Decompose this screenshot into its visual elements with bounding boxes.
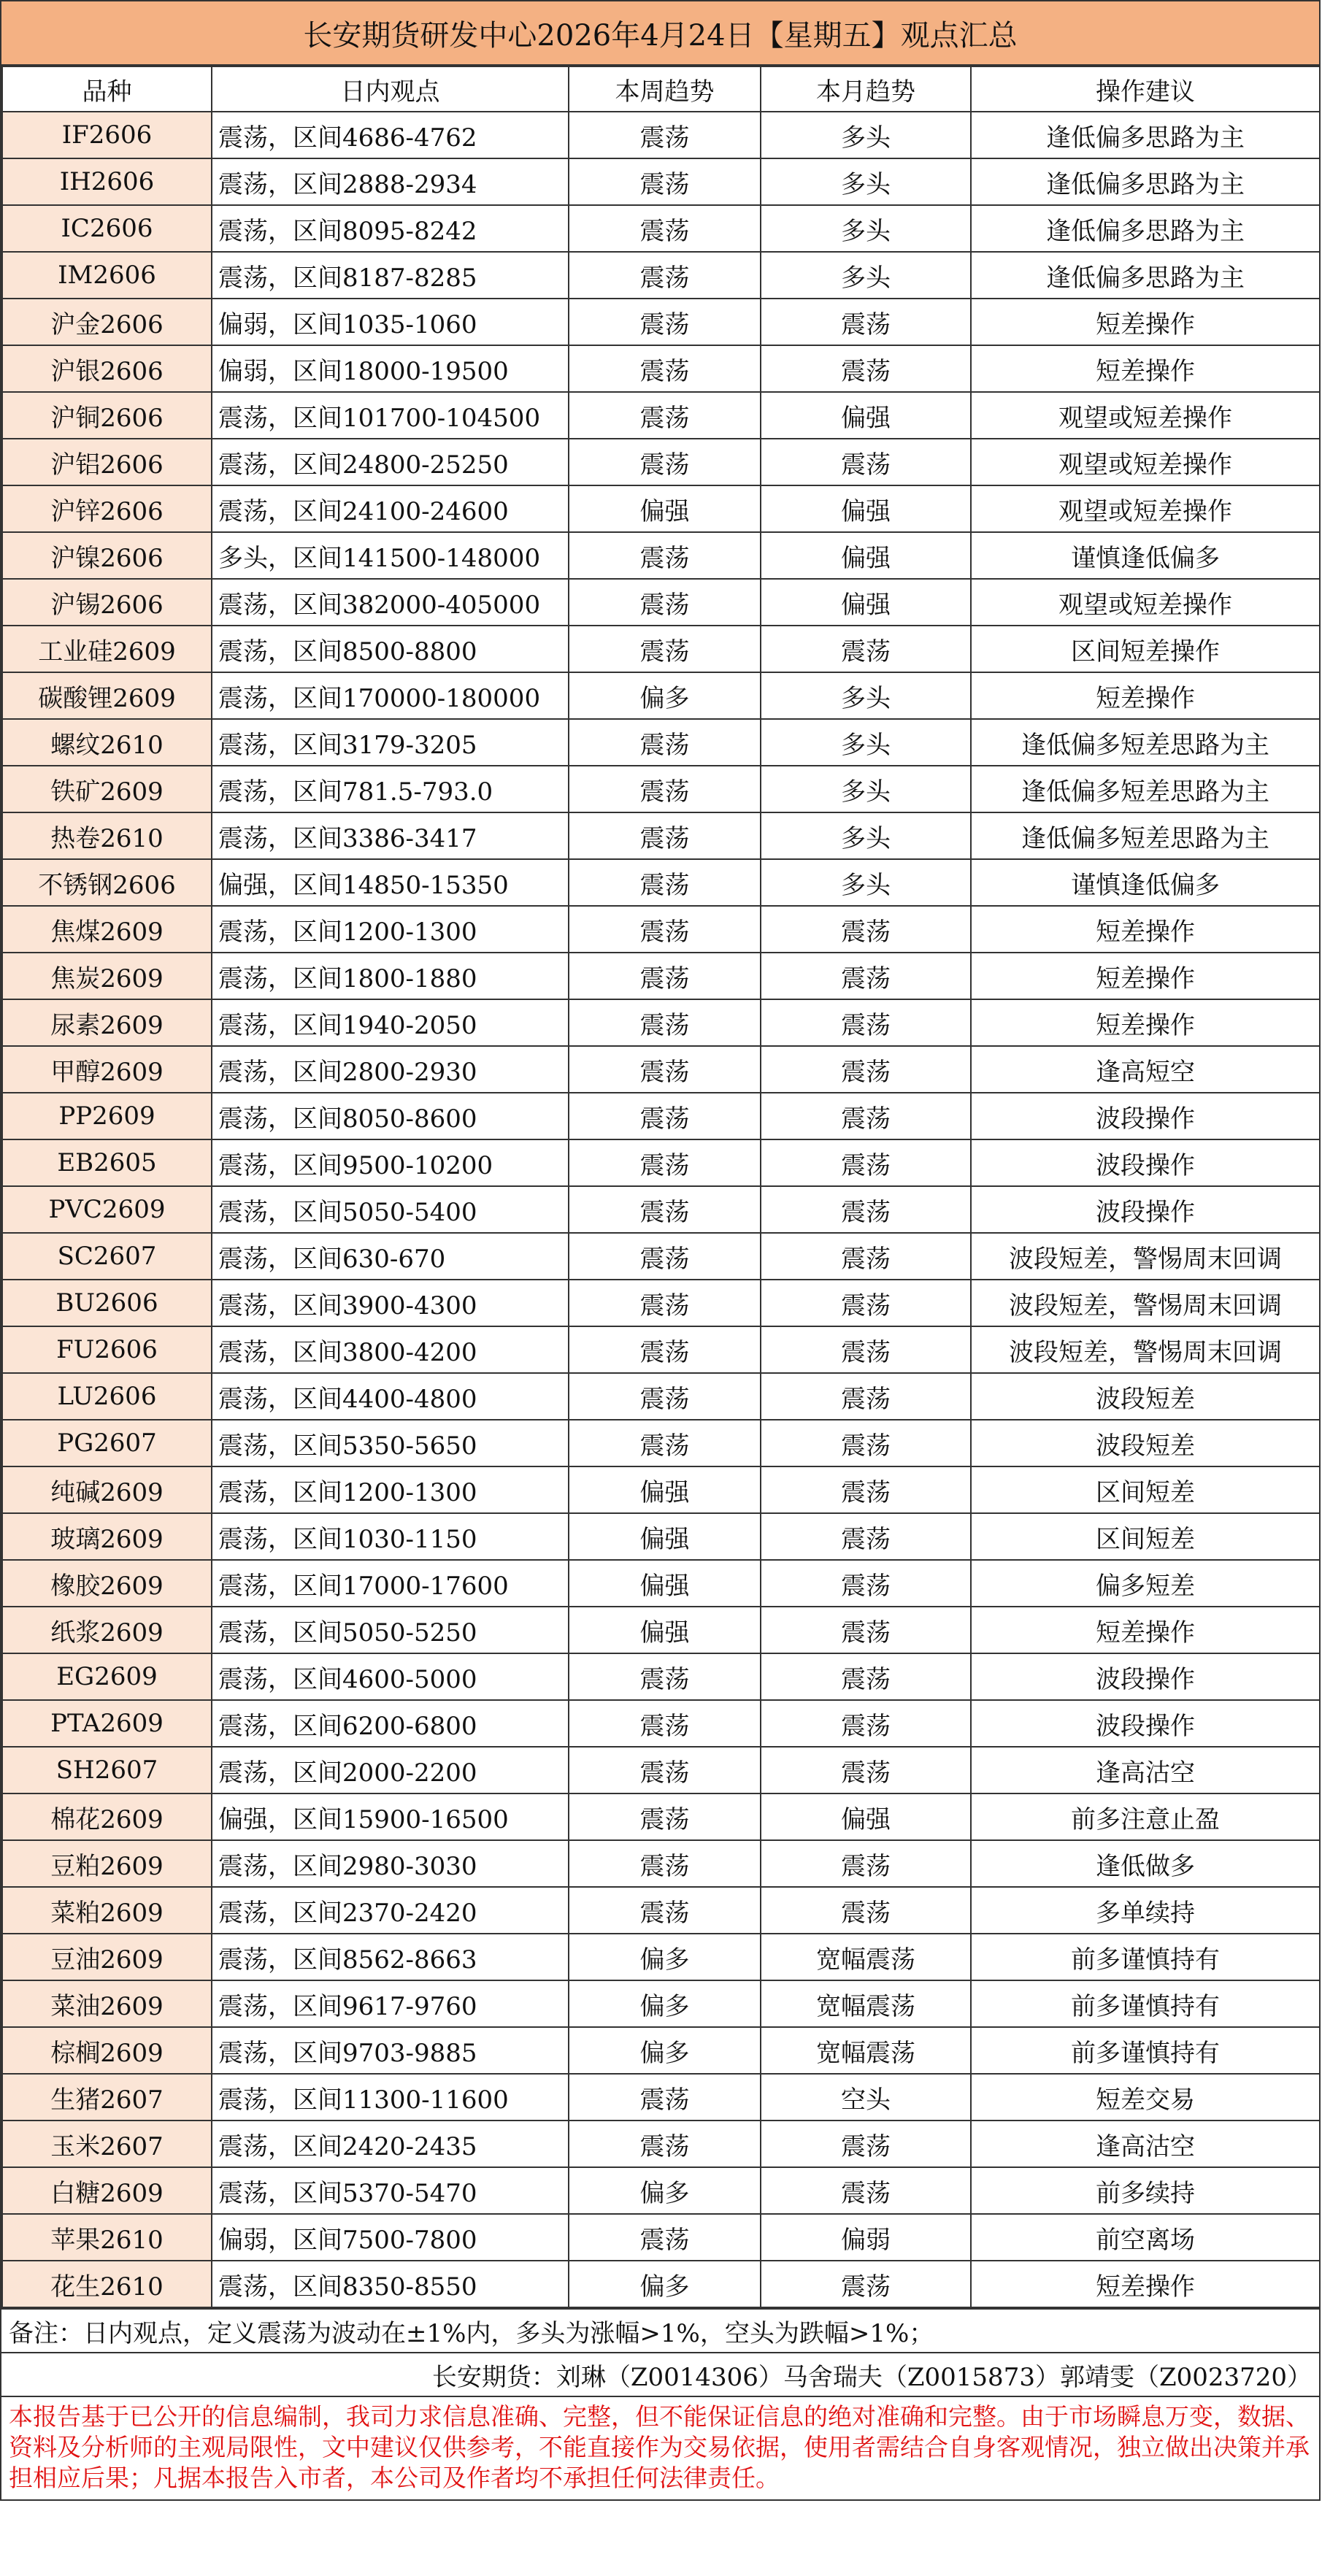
- cell-product: 焦煤2609: [2, 906, 212, 953]
- cell-advice: 短差操作: [971, 999, 1320, 1046]
- cell-advice: 波段操作: [971, 1700, 1320, 1747]
- cell-product: IF2606: [2, 112, 212, 158]
- cell-week-trend: 震荡: [569, 345, 761, 392]
- cell-intraday: 偏强，区间14850-15350: [212, 859, 569, 906]
- cell-intraday: 偏强，区间15900-16500: [212, 1793, 569, 1840]
- cell-advice: 波段短差，警惕周末回调: [971, 1233, 1320, 1280]
- cell-product: 橡胶2609: [2, 1560, 212, 1607]
- cell-month-trend: 震荡: [761, 1607, 971, 1653]
- cell-week-trend: 偏强: [569, 1607, 761, 1653]
- cell-month-trend: 震荡: [761, 1186, 971, 1233]
- cell-week-trend: 偏强: [569, 485, 761, 532]
- cell-product: 玻璃2609: [2, 1513, 212, 1560]
- cell-advice: 前多注意止盈: [971, 1793, 1320, 1840]
- table-row: [2, 2121, 1320, 2167]
- cell-week-trend: 震荡: [569, 999, 761, 1046]
- cell-product: 铁矿2609: [2, 766, 212, 812]
- cell-advice: 逢低偏多思路为主: [971, 112, 1320, 158]
- cell-advice: 前多谨慎持有: [971, 2027, 1320, 2074]
- cell-week-trend: 震荡: [569, 439, 761, 485]
- cell-intraday: 震荡，区间9500-10200: [212, 1139, 569, 1186]
- table-row: [2, 1373, 1320, 1420]
- cell-month-trend: 震荡: [761, 439, 971, 485]
- cell-product: IM2606: [2, 252, 212, 299]
- cell-product: 沪银2606: [2, 345, 212, 392]
- cell-month-trend: 震荡: [761, 1747, 971, 1793]
- cell-intraday: 震荡，区间11300-11600: [212, 2074, 569, 2121]
- cell-week-trend: 震荡: [569, 1840, 761, 1887]
- cell-advice: 谨慎逢低偏多: [971, 532, 1320, 579]
- cell-week-trend: 震荡: [569, 859, 761, 906]
- cell-intraday: 偏弱，区间1035-1060: [212, 299, 569, 345]
- cell-product: 沪锌2606: [2, 485, 212, 532]
- table-row: [2, 953, 1320, 999]
- cell-month-trend: 偏强: [761, 392, 971, 439]
- cell-month-trend: 震荡: [761, 1280, 971, 1326]
- header-intraday: 日内观点: [212, 66, 569, 112]
- table-row: [2, 1233, 1320, 1280]
- table-row: [2, 1700, 1320, 1747]
- cell-month-trend: 多头: [761, 672, 971, 719]
- cell-week-trend: 偏多: [569, 1980, 761, 2027]
- cell-advice: 前多续持: [971, 2167, 1320, 2214]
- cell-product: 螺纹2610: [2, 719, 212, 766]
- cell-intraday: 偏弱，区间7500-7800: [212, 2214, 569, 2261]
- cell-intraday: 震荡，区间3179-3205: [212, 719, 569, 766]
- cell-week-trend: 震荡: [569, 532, 761, 579]
- cell-month-trend: 震荡: [761, 1373, 971, 1420]
- cell-advice: 逢低偏多短差思路为主: [971, 766, 1320, 812]
- table-row: [2, 1653, 1320, 1700]
- cell-intraday: 震荡，区间24100-24600: [212, 485, 569, 532]
- header-month-trend: 本月趋势: [761, 66, 971, 112]
- cell-product: EB2605: [2, 1139, 212, 1186]
- cell-week-trend: 震荡: [569, 252, 761, 299]
- cell-intraday: 震荡，区间3800-4200: [212, 1326, 569, 1373]
- table-row: [2, 299, 1320, 345]
- cell-advice: 波段操作: [971, 1186, 1320, 1233]
- cell-advice: 短差操作: [971, 953, 1320, 999]
- cell-advice: 波段短差: [971, 1420, 1320, 1466]
- cell-week-trend: 偏强: [569, 1466, 761, 1513]
- table-row: [2, 1420, 1320, 1466]
- cell-product: BU2606: [2, 1280, 212, 1326]
- table-row: [2, 1186, 1320, 1233]
- cell-product: 花生2610: [2, 2261, 212, 2307]
- cell-month-trend: 多头: [761, 252, 971, 299]
- cell-product: 尿素2609: [2, 999, 212, 1046]
- cell-product: 白糖2609: [2, 2167, 212, 2214]
- cell-intraday: 震荡，区间4600-5000: [212, 1653, 569, 1700]
- cell-advice: 观望或短差操作: [971, 485, 1320, 532]
- cell-month-trend: 多头: [761, 859, 971, 906]
- cell-month-trend: 震荡: [761, 999, 971, 1046]
- cell-intraday: 震荡，区间1800-1880: [212, 953, 569, 999]
- cell-advice: 区间短差: [971, 1466, 1320, 1513]
- cell-month-trend: 震荡: [761, 626, 971, 672]
- table-row: [2, 252, 1320, 299]
- table-row: [2, 345, 1320, 392]
- cell-product: SC2607: [2, 1233, 212, 1280]
- cell-month-trend: 多头: [761, 766, 971, 812]
- table-row: [2, 1934, 1320, 1980]
- table-body: [2, 112, 1320, 2307]
- note: 备注：日内观点，定义震荡为波动在±1%内，多头为涨幅>1%，空头为跌幅>1%；: [1, 2308, 1319, 2352]
- cell-advice: 偏多短差: [971, 1560, 1320, 1607]
- cell-week-trend: 震荡: [569, 392, 761, 439]
- cell-product: 纯碱2609: [2, 1466, 212, 1513]
- cell-advice: 短差操作: [971, 2261, 1320, 2307]
- cell-product: 生猪2607: [2, 2074, 212, 2121]
- cell-week-trend: 震荡: [569, 205, 761, 252]
- cell-week-trend: 震荡: [569, 626, 761, 672]
- cell-advice: 逢高短空: [971, 1046, 1320, 1093]
- cell-advice: 波段操作: [971, 1653, 1320, 1700]
- cell-month-trend: 震荡: [761, 345, 971, 392]
- table-row: [2, 579, 1320, 626]
- cell-product: 碳酸锂2609: [2, 672, 212, 719]
- table-row: [2, 1840, 1320, 1887]
- views-table: [1, 66, 1321, 2308]
- cell-week-trend: 震荡: [569, 1186, 761, 1233]
- header-row: [2, 66, 1320, 112]
- cell-month-trend: 震荡: [761, 1700, 971, 1747]
- cell-advice: 逢高沽空: [971, 1747, 1320, 1793]
- table-row: [2, 766, 1320, 812]
- cell-month-trend: 震荡: [761, 1513, 971, 1560]
- cell-product: PVC2609: [2, 1186, 212, 1233]
- table-row: [2, 158, 1320, 205]
- cell-advice: 多单续持: [971, 1887, 1320, 1934]
- cell-advice: 前空离场: [971, 2214, 1320, 2261]
- cell-advice: 谨慎逢低偏多: [971, 859, 1320, 906]
- table-row: [2, 1466, 1320, 1513]
- page-title: 长安期货研发中心2026年4月24日【星期五】观点汇总: [1, 1, 1319, 66]
- cell-advice: 逢低偏多思路为主: [971, 252, 1320, 299]
- cell-month-trend: 震荡: [761, 1420, 971, 1466]
- cell-month-trend: 偏强: [761, 485, 971, 532]
- cell-week-trend: 震荡: [569, 2074, 761, 2121]
- table-row: [2, 1560, 1320, 1607]
- cell-intraday: 震荡，区间3386-3417: [212, 812, 569, 859]
- cell-month-trend: 偏弱: [761, 2214, 971, 2261]
- cell-intraday: 震荡，区间8095-8242: [212, 205, 569, 252]
- cell-week-trend: 震荡: [569, 1373, 761, 1420]
- cell-week-trend: 震荡: [569, 2214, 761, 2261]
- table-row: [2, 1326, 1320, 1373]
- cell-product: 工业硅2609: [2, 626, 212, 672]
- authors: 长安期货：刘琳（Z0014306）马舍瑞夫（Z0015873）郭靖雯（Z0023720）: [1, 2352, 1319, 2396]
- cell-week-trend: 震荡: [569, 2121, 761, 2167]
- cell-week-trend: 震荡: [569, 1420, 761, 1466]
- cell-intraday: 震荡，区间2370-2420: [212, 1887, 569, 1934]
- cell-product: 菜油2609: [2, 1980, 212, 2027]
- cell-week-trend: 震荡: [569, 112, 761, 158]
- table-row: [2, 205, 1320, 252]
- cell-intraday: 偏弱，区间18000-19500: [212, 345, 569, 392]
- table-row: [2, 2027, 1320, 2074]
- cell-advice: 波段操作: [971, 1093, 1320, 1139]
- cell-advice: 短差操作: [971, 672, 1320, 719]
- cell-week-trend: 震荡: [569, 766, 761, 812]
- cell-week-trend: 震荡: [569, 579, 761, 626]
- cell-product: 玉米2607: [2, 2121, 212, 2167]
- cell-month-trend: 震荡: [761, 1233, 971, 1280]
- table-row: [2, 439, 1320, 485]
- table-row: [2, 1793, 1320, 1840]
- cell-month-trend: 震荡: [761, 953, 971, 999]
- cell-intraday: 震荡，区间2980-3030: [212, 1840, 569, 1887]
- cell-advice: 前多谨慎持有: [971, 1934, 1320, 1980]
- cell-month-trend: 多头: [761, 158, 971, 205]
- cell-intraday: 震荡，区间24800-25250: [212, 439, 569, 485]
- cell-intraday: 震荡，区间4400-4800: [212, 1373, 569, 1420]
- cell-product: 焦炭2609: [2, 953, 212, 999]
- cell-week-trend: 震荡: [569, 1139, 761, 1186]
- cell-month-trend: 震荡: [761, 1093, 971, 1139]
- table-row: [2, 1280, 1320, 1326]
- cell-intraday: 震荡，区间630-670: [212, 1233, 569, 1280]
- cell-advice: 逢低偏多短差思路为主: [971, 812, 1320, 859]
- cell-advice: 短差操作: [971, 299, 1320, 345]
- cell-product: 沪金2606: [2, 299, 212, 345]
- table-row: [2, 812, 1320, 859]
- cell-month-trend: 震荡: [761, 1653, 971, 1700]
- cell-month-trend: 震荡: [761, 299, 971, 345]
- cell-month-trend: 震荡: [761, 1326, 971, 1373]
- header-week-trend: 本周趋势: [569, 66, 761, 112]
- table-row: [2, 906, 1320, 953]
- cell-intraday: 震荡，区间4686-4762: [212, 112, 569, 158]
- cell-product: IC2606: [2, 205, 212, 252]
- cell-week-trend: 震荡: [569, 812, 761, 859]
- cell-product: 豆油2609: [2, 1934, 212, 1980]
- table-row: [2, 1747, 1320, 1793]
- cell-month-trend: 宽幅震荡: [761, 1934, 971, 1980]
- cell-intraday: 震荡，区间1200-1300: [212, 1466, 569, 1513]
- table-row: [2, 2167, 1320, 2214]
- cell-product: 沪铝2606: [2, 439, 212, 485]
- cell-week-trend: 偏多: [569, 2027, 761, 2074]
- cell-intraday: 震荡，区间2888-2934: [212, 158, 569, 205]
- cell-month-trend: 偏强: [761, 532, 971, 579]
- cell-product: PP2609: [2, 1093, 212, 1139]
- cell-week-trend: 偏多: [569, 672, 761, 719]
- cell-intraday: 震荡，区间9703-9885: [212, 2027, 569, 2074]
- cell-month-trend: 震荡: [761, 906, 971, 953]
- table-row: [2, 1139, 1320, 1186]
- cell-product: EG2609: [2, 1653, 212, 1700]
- cell-product: 豆粕2609: [2, 1840, 212, 1887]
- cell-advice: 波段操作: [971, 1139, 1320, 1186]
- cell-intraday: 震荡，区间8500-8800: [212, 626, 569, 672]
- cell-advice: 逢高沽空: [971, 2121, 1320, 2167]
- cell-product: IH2606: [2, 158, 212, 205]
- cell-month-trend: 震荡: [761, 1466, 971, 1513]
- cell-advice: 观望或短差操作: [971, 439, 1320, 485]
- cell-month-trend: 宽幅震荡: [761, 2027, 971, 2074]
- cell-intraday: 震荡，区间5050-5400: [212, 1186, 569, 1233]
- cell-advice: 逢低做多: [971, 1840, 1320, 1887]
- cell-product: PG2607: [2, 1420, 212, 1466]
- cell-month-trend: 多头: [761, 812, 971, 859]
- cell-week-trend: 偏强: [569, 1513, 761, 1560]
- table-row: [2, 1513, 1320, 1560]
- cell-intraday: 震荡，区间3900-4300: [212, 1280, 569, 1326]
- cell-week-trend: 震荡: [569, 158, 761, 205]
- cell-product: 沪铜2606: [2, 392, 212, 439]
- cell-week-trend: 震荡: [569, 1280, 761, 1326]
- cell-advice: 区间短差: [971, 1513, 1320, 1560]
- table-row: [2, 1887, 1320, 1934]
- table-row: [2, 2074, 1320, 2121]
- cell-month-trend: 震荡: [761, 1887, 971, 1934]
- cell-advice: 短差操作: [971, 345, 1320, 392]
- cell-advice: 区间短差操作: [971, 626, 1320, 672]
- cell-week-trend: 偏强: [569, 1560, 761, 1607]
- cell-product: LU2606: [2, 1373, 212, 1420]
- cell-week-trend: 震荡: [569, 1747, 761, 1793]
- cell-intraday: 震荡，区间9617-9760: [212, 1980, 569, 2027]
- cell-advice: 逢低偏多思路为主: [971, 158, 1320, 205]
- cell-month-trend: 空头: [761, 2074, 971, 2121]
- table-row: [2, 719, 1320, 766]
- cell-week-trend: 震荡: [569, 1793, 761, 1840]
- cell-product: 苹果2610: [2, 2214, 212, 2261]
- cell-week-trend: 震荡: [569, 1653, 761, 1700]
- cell-month-trend: 震荡: [761, 2121, 971, 2167]
- cell-product: FU2606: [2, 1326, 212, 1373]
- table-row: [2, 626, 1320, 672]
- cell-product: 热卷2610: [2, 812, 212, 859]
- cell-month-trend: 震荡: [761, 1840, 971, 1887]
- cell-week-trend: 震荡: [569, 1887, 761, 1934]
- cell-intraday: 震荡，区间2000-2200: [212, 1747, 569, 1793]
- cell-intraday: 震荡，区间5350-5650: [212, 1420, 569, 1466]
- table-row: [2, 859, 1320, 906]
- cell-product: 菜粕2609: [2, 1887, 212, 1934]
- cell-week-trend: 震荡: [569, 906, 761, 953]
- cell-month-trend: 震荡: [761, 2167, 971, 2214]
- cell-intraday: 震荡，区间2420-2435: [212, 2121, 569, 2167]
- table-row: [2, 392, 1320, 439]
- cell-advice: 短差交易: [971, 2074, 1320, 2121]
- cell-week-trend: 震荡: [569, 719, 761, 766]
- table-row: [2, 1046, 1320, 1093]
- cell-intraday: 震荡，区间8350-8550: [212, 2261, 569, 2307]
- table-row: [2, 1607, 1320, 1653]
- header-product: 品种: [2, 66, 212, 112]
- cell-month-trend: 多头: [761, 719, 971, 766]
- cell-product: PTA2609: [2, 1700, 212, 1747]
- cell-product: 甲醇2609: [2, 1046, 212, 1093]
- cell-intraday: 震荡，区间8050-8600: [212, 1093, 569, 1139]
- cell-month-trend: 偏强: [761, 1793, 971, 1840]
- table-row: [2, 2261, 1320, 2307]
- table-row: [2, 1980, 1320, 2027]
- cell-advice: 短差操作: [971, 1607, 1320, 1653]
- cell-advice: 波段短差，警惕周末回调: [971, 1280, 1320, 1326]
- table-row: [2, 1093, 1320, 1139]
- cell-month-trend: 多头: [761, 112, 971, 158]
- cell-month-trend: 震荡: [761, 2261, 971, 2307]
- cell-product: 棕榈2609: [2, 2027, 212, 2074]
- cell-intraday: 震荡，区间5370-5470: [212, 2167, 569, 2214]
- cell-week-trend: 震荡: [569, 1233, 761, 1280]
- table-row: [2, 112, 1320, 158]
- cell-product: 不锈钢2606: [2, 859, 212, 906]
- cell-product: SH2607: [2, 1747, 212, 1793]
- cell-advice: 短差操作: [971, 906, 1320, 953]
- cell-week-trend: 震荡: [569, 1700, 761, 1747]
- cell-intraday: 多头，区间141500-148000: [212, 532, 569, 579]
- table-row: [2, 672, 1320, 719]
- cell-advice: 观望或短差操作: [971, 579, 1320, 626]
- cell-intraday: 震荡，区间170000-180000: [212, 672, 569, 719]
- table-row: [2, 485, 1320, 532]
- cell-intraday: 震荡，区间781.5-793.0: [212, 766, 569, 812]
- cell-month-trend: 震荡: [761, 1046, 971, 1093]
- cell-advice: 观望或短差操作: [971, 392, 1320, 439]
- cell-intraday: 震荡，区间1200-1300: [212, 906, 569, 953]
- cell-advice: 波段短差: [971, 1373, 1320, 1420]
- cell-month-trend: 偏强: [761, 579, 971, 626]
- cell-advice: 逢低偏多思路为主: [971, 205, 1320, 252]
- cell-advice: 前多谨慎持有: [971, 1980, 1320, 2027]
- cell-week-trend: 震荡: [569, 1046, 761, 1093]
- cell-advice: 波段短差，警惕周末回调: [971, 1326, 1320, 1373]
- header-advice: 操作建议: [971, 66, 1320, 112]
- cell-week-trend: 震荡: [569, 1326, 761, 1373]
- table-row: [2, 2214, 1320, 2261]
- cell-week-trend: 偏多: [569, 2261, 761, 2307]
- table-row: [2, 532, 1320, 579]
- cell-intraday: 震荡，区间6200-6800: [212, 1700, 569, 1747]
- cell-intraday: 震荡，区间17000-17600: [212, 1560, 569, 1607]
- cell-week-trend: 震荡: [569, 953, 761, 999]
- cell-product: 沪锡2606: [2, 579, 212, 626]
- cell-intraday: 震荡，区间382000-405000: [212, 579, 569, 626]
- cell-week-trend: 偏多: [569, 2167, 761, 2214]
- cell-product: 棉花2609: [2, 1793, 212, 1840]
- cell-week-trend: 震荡: [569, 299, 761, 345]
- cell-month-trend: 震荡: [761, 1139, 971, 1186]
- cell-month-trend: 震荡: [761, 1560, 971, 1607]
- cell-week-trend: 震荡: [569, 1093, 761, 1139]
- cell-intraday: 震荡，区间8562-8663: [212, 1934, 569, 1980]
- cell-intraday: 震荡，区间1940-2050: [212, 999, 569, 1046]
- table-row: [2, 999, 1320, 1046]
- cell-week-trend: 偏多: [569, 1934, 761, 1980]
- disclaimer: 本报告基于已公开的信息编制，我司力求信息准确、完整，但不能保证信息的绝对准确和完整。由于市场瞬息万变，数据、资料及分析师的主观局限性，文中建议仅供参考，不能直接作为交易依据，使用者需结合自身客观情况，独立做出决策并承担相应后果；凡据本报告入市者，本公司及作者均不承担任何法律责任。: [1, 2396, 1319, 2499]
- cell-intraday: 震荡，区间8187-8285: [212, 252, 569, 299]
- cell-intraday: 震荡，区间5050-5250: [212, 1607, 569, 1653]
- cell-product: 沪镍2606: [2, 532, 212, 579]
- cell-month-trend: 多头: [761, 205, 971, 252]
- cell-month-trend: 宽幅震荡: [761, 1980, 971, 2027]
- cell-product: 纸浆2609: [2, 1607, 212, 1653]
- cell-intraday: 震荡，区间101700-104500: [212, 392, 569, 439]
- cell-intraday: 震荡，区间2800-2930: [212, 1046, 569, 1093]
- cell-advice: 逢低偏多短差思路为主: [971, 719, 1320, 766]
- cell-intraday: 震荡，区间1030-1150: [212, 1513, 569, 1560]
